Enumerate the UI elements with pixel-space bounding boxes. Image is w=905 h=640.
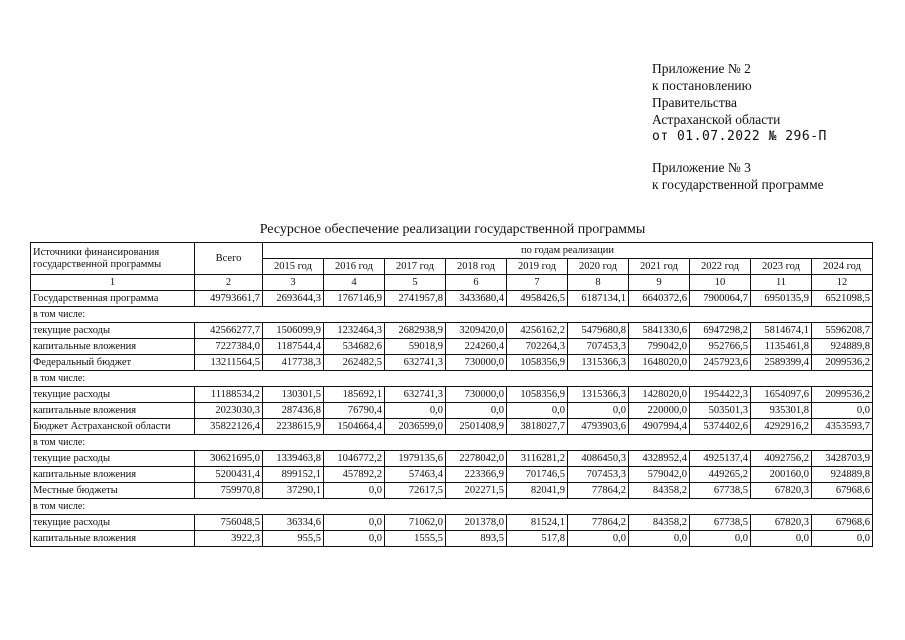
cell-year-value: 82041,9 [507,483,568,499]
cell-total: 11188534,2 [195,387,263,403]
cell-year-value: 707453,3 [568,467,629,483]
cell-year-value: 185692,1 [324,387,385,403]
cell-year-value: 6521098,5 [812,291,873,307]
cell-total: 35822126,4 [195,419,263,435]
cell-year-value: 707453,3 [568,339,629,355]
cell-year-value: 3433680,4 [446,291,507,307]
spacer [652,145,827,159]
row-label: капитальные вложения [31,467,195,483]
cell-year-value: 893,5 [446,531,507,547]
cell-year-value: 534682,6 [324,339,385,355]
cell-year-value: 0,0 [812,531,873,547]
table-row [31,515,873,531]
cell-year-value: 5841330,6 [629,323,690,339]
cell-year-value: 36334,6 [263,515,324,531]
row-label: Федеральный бюджет [31,355,195,371]
cell-total: 30621695,0 [195,451,263,467]
cell-year-value: 924889,8 [812,339,873,355]
cell-year-value: 67820,3 [751,515,812,531]
cell-year-value: 2278042,0 [446,451,507,467]
table-body [31,291,873,547]
cell-year-value: 1058356,9 [507,387,568,403]
cell-year-value: 2693644,3 [263,291,324,307]
header-year: 2017 год [385,259,446,275]
cell-year-value: 130301,5 [263,387,324,403]
cell-total: 49793661,7 [195,291,263,307]
cell-year-value: 2682938,9 [385,323,446,339]
cell-year-value: 517,8 [507,531,568,547]
cell-year-value: 6950135,9 [751,291,812,307]
cell-year-value: 701746,5 [507,467,568,483]
header-column-number: 1 [31,275,195,291]
cell-year-value: 449265,2 [690,467,751,483]
cell-year-value: 935301,8 [751,403,812,419]
table-row [31,419,873,435]
header-column-number: 2 [195,275,263,291]
cell-year-value: 81524,1 [507,515,568,531]
cell-year-value: 3116281,2 [507,451,568,467]
cell-year-value: 6187134,1 [568,291,629,307]
cell-year-value: 0,0 [812,403,873,419]
cell-total: 5200431,4 [195,467,263,483]
cell-year-value: 632741,3 [385,387,446,403]
header-year: 2021 год [629,259,690,275]
cell-year-value: 1506099,9 [263,323,324,339]
appendix-line: Приложение № 2 [652,61,751,76]
appendix-line: Астраханской области [652,112,781,127]
cell-year-value: 730000,0 [446,355,507,371]
cell-year-value: 2036599,0 [385,419,446,435]
header-column-number: 8 [568,275,629,291]
cell-total: 42566277,7 [195,323,263,339]
cell-year-value: 1767146,9 [324,291,385,307]
cell-year-value: 2457923,6 [690,355,751,371]
cell-total: 759970,8 [195,483,263,499]
row-label: в том числе: [31,371,873,387]
cell-year-value: 5596208,7 [812,323,873,339]
cell-year-value: 0,0 [507,403,568,419]
cell-year-value: 37290,1 [263,483,324,499]
cell-year-value: 84358,2 [629,483,690,499]
cell-year-value: 4086450,3 [568,451,629,467]
cell-year-value: 0,0 [324,531,385,547]
cell-year-value: 224260,4 [446,339,507,355]
table-row [31,339,873,355]
header-source: Источники финансирования государственной программы [31,243,195,275]
cell-year-value: 67738,5 [690,483,751,499]
table-row [31,323,873,339]
cell-year-value: 3818027,7 [507,419,568,435]
row-label: текущие расходы [31,387,195,403]
cell-year-value: 72617,5 [385,483,446,499]
table-header [31,243,873,291]
cell-total: 3922,3 [195,531,263,547]
cell-year-value: 0,0 [324,515,385,531]
cell-year-value: 0,0 [324,483,385,499]
appendix-line: к государственной программе [652,177,824,192]
header-by-years: по годам реализации [263,243,873,259]
appendix-date-line: от 01.07.2022 № 296-П [652,129,827,144]
cell-year-value: 924889,8 [812,467,873,483]
cell-year-value: 1135461,8 [751,339,812,355]
cell-year-value: 1654097,6 [751,387,812,403]
cell-year-value: 77864,2 [568,515,629,531]
cell-year-value: 67968,6 [812,515,873,531]
cell-year-value: 1315366,3 [568,355,629,371]
cell-total: 2023030,3 [195,403,263,419]
appendix-line: к постановлению [652,78,752,93]
table-row [31,291,873,307]
row-label: в том числе: [31,499,873,515]
cell-year-value: 4958426,5 [507,291,568,307]
table-row [31,467,873,483]
row-label: капитальные вложения [31,403,195,419]
cell-year-value: 201378,0 [446,515,507,531]
row-label: Бюджет Астраханской области [31,419,195,435]
row-label: в том числе: [31,435,873,451]
cell-year-value: 67968,6 [812,483,873,499]
header-column-number: 11 [751,275,812,291]
appendix-block [652,60,827,193]
cell-year-value: 799042,0 [629,339,690,355]
header-year: 2018 год [446,259,507,275]
header-column-number: 4 [324,275,385,291]
table-row [31,307,873,323]
cell-year-value: 1555,5 [385,531,446,547]
cell-year-value: 4925137,4 [690,451,751,467]
cell-year-value: 76790,4 [324,403,385,419]
header-column-number: 10 [690,275,751,291]
header-column-number: 5 [385,275,446,291]
table-row [31,451,873,467]
cell-year-value: 5479680,8 [568,323,629,339]
cell-year-value: 1428020,0 [629,387,690,403]
table-row [31,387,873,403]
cell-year-value: 67820,3 [751,483,812,499]
header-year: 2024 год [812,259,873,275]
appendix-line: Правительства [652,95,737,110]
table-row [31,531,873,547]
cell-year-value: 2589399,4 [751,355,812,371]
header-year: 2015 год [263,259,324,275]
header-column-number: 9 [629,275,690,291]
header-year: 2019 год [507,259,568,275]
cell-year-value: 2501408,9 [446,419,507,435]
header-numbers-row [31,275,873,291]
cell-year-value: 4256162,2 [507,323,568,339]
row-label: Местные бюджеты [31,483,195,499]
cell-year-value: 2099536,2 [812,387,873,403]
cell-year-value: 955,5 [263,531,324,547]
cell-year-value: 1339463,8 [263,451,324,467]
header-column-number: 3 [263,275,324,291]
table-row [31,403,873,419]
cell-year-value: 0,0 [690,531,751,547]
cell-year-value: 6947298,2 [690,323,751,339]
header-column-number: 6 [446,275,507,291]
cell-year-value: 4907994,4 [629,419,690,435]
cell-total: 756048,5 [195,515,263,531]
cell-year-value: 1504664,4 [324,419,385,435]
cell-year-value: 579042,0 [629,467,690,483]
appendix-line: Приложение № 3 [652,160,751,175]
cell-year-value: 1058356,9 [507,355,568,371]
row-label: текущие расходы [31,451,195,467]
table-row [31,483,873,499]
cell-year-value: 457892,2 [324,467,385,483]
resource-table [30,242,873,547]
cell-year-value: 5374402,6 [690,419,751,435]
cell-year-value: 3209420,0 [446,323,507,339]
cell-year-value: 220000,0 [629,403,690,419]
table-row [31,435,873,451]
cell-year-value: 1979135,6 [385,451,446,467]
cell-year-value: 0,0 [385,403,446,419]
cell-year-value: 71062,0 [385,515,446,531]
cell-year-value: 2741957,8 [385,291,446,307]
cell-year-value: 202271,5 [446,483,507,499]
cell-year-value: 59018,9 [385,339,446,355]
header-column-number: 7 [507,275,568,291]
header-year: 2023 год [751,259,812,275]
cell-year-value: 84358,2 [629,515,690,531]
cell-year-value: 0,0 [568,531,629,547]
row-label: текущие расходы [31,323,195,339]
table-row [31,499,873,515]
cell-year-value: 200160,0 [751,467,812,483]
row-label: текущие расходы [31,515,195,531]
document-title-text: Ресурсное обеспечение реализации государственной программы [259,222,646,237]
document-title [0,222,905,238]
cell-year-value: 262482,5 [324,355,385,371]
cell-year-value: 1187544,4 [263,339,324,355]
cell-year-value: 730000,0 [446,387,507,403]
table-row [31,371,873,387]
cell-year-value: 1315366,3 [568,387,629,403]
cell-year-value: 417738,3 [263,355,324,371]
cell-year-value: 1046772,2 [324,451,385,467]
row-label: капитальные вложения [31,339,195,355]
cell-year-value: 632741,3 [385,355,446,371]
cell-year-value: 1648020,0 [629,355,690,371]
cell-year-value: 503501,3 [690,403,751,419]
header-year: 2016 год [324,259,385,275]
header-column-number: 12 [812,275,873,291]
row-label: Государственная программа [31,291,195,307]
cell-year-value: 57463,4 [385,467,446,483]
cell-year-value: 4328952,4 [629,451,690,467]
cell-year-value: 287436,8 [263,403,324,419]
header-total: Всего [195,243,263,275]
cell-year-value: 223366,9 [446,467,507,483]
cell-year-value: 2099536,2 [812,355,873,371]
header-year: 2020 год [568,259,629,275]
cell-total: 13211564,5 [195,355,263,371]
cell-year-value: 899152,1 [263,467,324,483]
cell-year-value: 6640372,6 [629,291,690,307]
cell-year-value: 952766,5 [690,339,751,355]
cell-year-value: 5814674,1 [751,323,812,339]
cell-year-value: 4353593,7 [812,419,873,435]
cell-year-value: 77864,2 [568,483,629,499]
cell-year-value: 702264,3 [507,339,568,355]
cell-year-value: 1232464,3 [324,323,385,339]
cell-year-value: 0,0 [751,531,812,547]
cell-year-value: 2238615,9 [263,419,324,435]
row-label: капитальные вложения [31,531,195,547]
cell-year-value: 0,0 [629,531,690,547]
cell-year-value: 0,0 [568,403,629,419]
cell-year-value: 3428703,9 [812,451,873,467]
header-year: 2022 год [690,259,751,275]
cell-year-value: 4292916,2 [751,419,812,435]
cell-year-value: 7900064,7 [690,291,751,307]
cell-year-value: 0,0 [446,403,507,419]
cell-year-value: 67738,5 [690,515,751,531]
table-row [31,355,873,371]
cell-year-value: 4793903,6 [568,419,629,435]
cell-year-value: 1954422,3 [690,387,751,403]
cell-total: 7227384,0 [195,339,263,355]
row-label: в том числе: [31,307,873,323]
cell-year-value: 4092756,2 [751,451,812,467]
